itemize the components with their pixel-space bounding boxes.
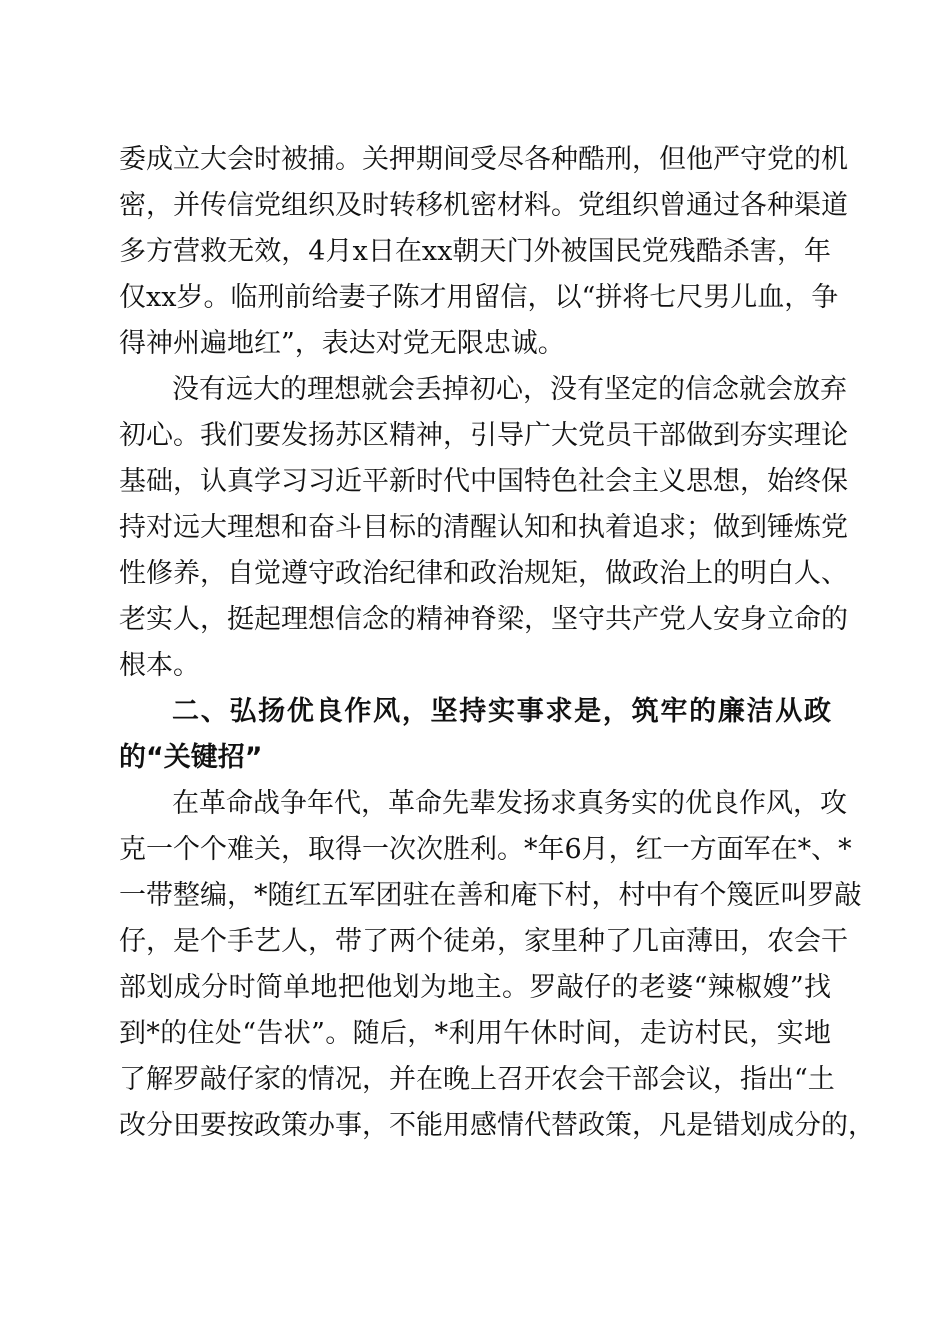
paragraph-3-line-7: 了解罗敲仔家的情况，并在晚上召开农会干部会议，指出“土 — [119, 1064, 835, 1095]
paragraph-2-line-3: 基础，认真学习习近平新时代中国特色社会主义思想，始终保 — [119, 466, 848, 497]
paragraph-1-line-2: 密，并传信党组织及时转移机密材料。党组织曾通过各种渠道 — [119, 190, 848, 221]
paragraph-2-line-5: 性修养，自觉遵守政治纪律和政治规矩，做政治上的明白人、 — [119, 558, 848, 589]
paragraph-2-line-1: 没有远大的理想就会丢掉初心，没有坚定的信念就会放弃 — [172, 374, 847, 405]
paragraph-1-line-4: 仅xx岁。临刑前给妻子陈才用留信，以“拼将七尺男儿血，争 — [119, 282, 839, 313]
section-heading-line-2: 的“关键招” — [119, 742, 263, 773]
section-heading-line-1: 二、弘扬优良作风，坚持实事求是，筑牢的廉洁从政 — [172, 696, 831, 727]
paragraph-2-line-7: 根本。 — [119, 650, 200, 681]
paragraph-2-line-2: 初心。我们要发扬苏区精神，引导广大党员干部做到夯实理论 — [119, 420, 848, 451]
paragraph-3-line-4: 仔，是个手艺人，带了两个徒弟，家里种了几亩薄田，农会干 — [119, 926, 848, 957]
paragraph-1-line-3: 多方营救无效，4月x日在xx朝天门外被国民党残酷杀害，年 — [119, 236, 831, 267]
paragraph-1-line-5: 得神州遍地红”，表达对党无限忠诚。 — [119, 328, 565, 359]
paragraph-2-line-4: 持对远大理想和奋斗目标的清醒认知和执着追求；做到锤炼党 — [119, 512, 848, 543]
paragraph-1-line-1: 委成立大会时被捕。关押期间受尽各种酷刑，但他严守党的机 — [119, 144, 848, 175]
paragraph-3-line-8: 改分田要按政策办事，不能用感情代替政策，凡是错划成分的， — [119, 1110, 875, 1141]
paragraph-3-line-5: 部划成分时简单地把他划为地主。罗敲仔的老婆“辣椒嫂”找 — [119, 972, 831, 1003]
paragraph-3-line-6: 到*的住处“告状”。随后，*利用午休时间，走访村民，实地 — [119, 1018, 831, 1049]
paragraph-3-line-3: 一带整编，*随红五军团驻在善和庵下村，村中有个篾匠叫罗敲 — [119, 880, 862, 911]
paragraph-3-line-1: 在革命战争年代，革命先辈发扬求真务实的优良作风，攻 — [172, 788, 847, 819]
paragraph-2-line-6: 老实人，挺起理想信念的精神脊梁，坚守共产党人安身立命的 — [119, 604, 848, 635]
paragraph-3-line-2: 克一个个难关，取得一次次胜利。*年6月，红一方面军在*、* — [119, 834, 852, 865]
